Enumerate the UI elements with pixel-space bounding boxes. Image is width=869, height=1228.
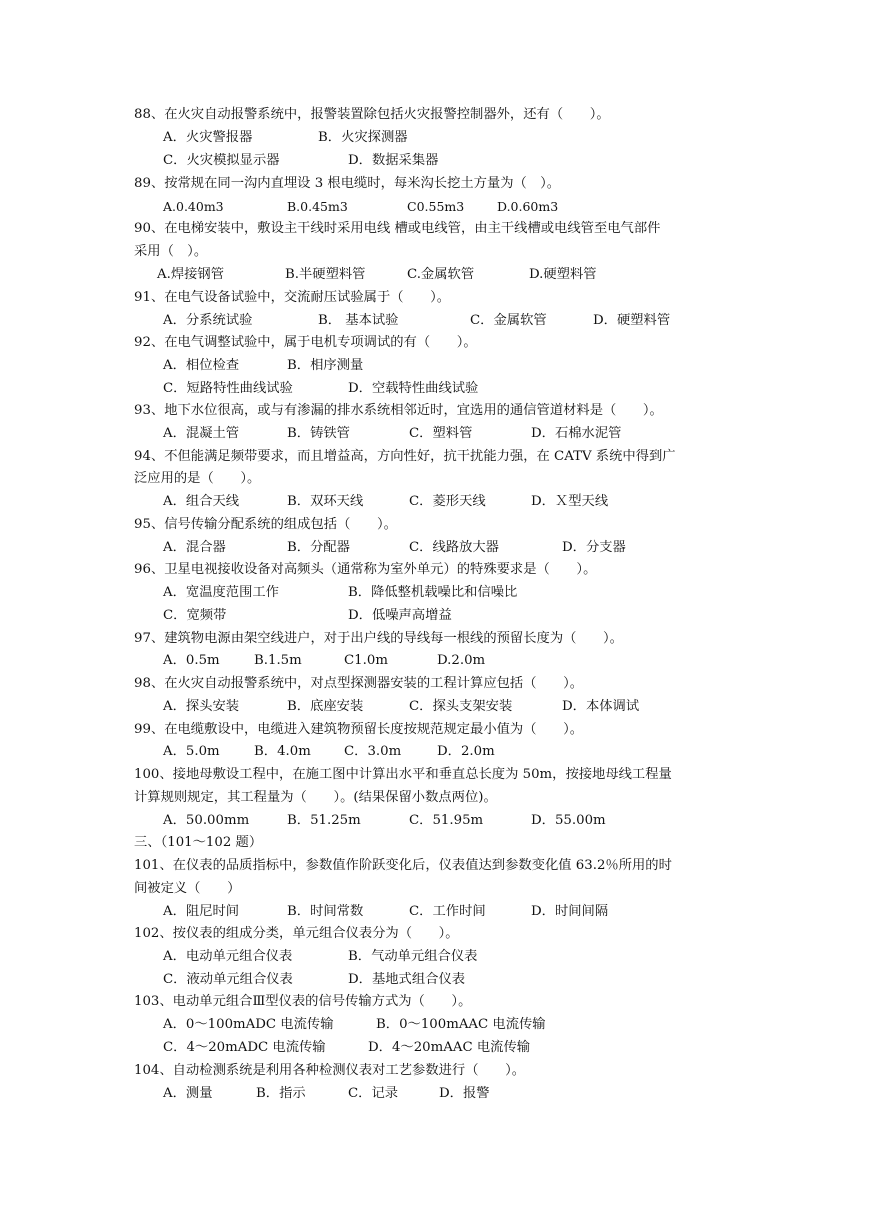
option: D．4～20mAAC 电流传输 (368, 1040, 531, 1055)
option: C．线路放大器 (409, 540, 499, 555)
option: B．双环天线 (287, 494, 364, 509)
option: A．0～100mADC 电流传输 (163, 1017, 334, 1032)
option: C．金属软管 (470, 313, 547, 328)
question-stem: 97、建筑物电源由架空线进户，对于出户线的导线每一根线的预留长度为（ ）。 (134, 631, 623, 646)
option: B.1.5m (254, 653, 302, 668)
option: B．时间常数 (287, 904, 364, 919)
question-stem: 90、在电梯安装中，敷设主干线时采用电线 槽或电线管，由主干线槽或电线管至电气部件 (134, 221, 661, 236)
question-stem: 95、信号传输分配系统的组成包括（ ）。 (134, 517, 397, 532)
question-stem: 88、在火灾自动报警系统中，报警装置除包括火灾报警控制器外，还有（ ）。 (134, 107, 610, 122)
option: A．混凝土管 (163, 426, 240, 441)
option: C．51.95m (409, 813, 484, 828)
option: C．3.0m (344, 744, 402, 759)
option: A．组合天线 (163, 494, 240, 509)
option: C．液动单元组合仪表 (163, 972, 293, 987)
option: A．火灾警报器 (163, 130, 253, 145)
option: A．50.00mm (163, 813, 250, 828)
option: C．短路特性曲线试验 (163, 381, 293, 396)
option: C．探头支架安装 (409, 699, 513, 714)
option: B.半硬塑料管 (285, 267, 366, 282)
option: D．Ｘ型天线 (531, 494, 609, 509)
option: B．指示 (256, 1086, 306, 1101)
option: D．时间间隔 (531, 904, 609, 919)
option: A．电动单元组合仪表 (163, 949, 293, 964)
option: D．分支器 (562, 540, 626, 555)
option: B．底座安装 (287, 699, 364, 714)
option: D．报警 (439, 1086, 490, 1101)
option: D.0.60m3 (497, 199, 559, 214)
option: C.金属软管 (407, 267, 475, 282)
question-stem: 93、地下水位很高，或与有渗漏的排水系统相邻近时，宜选用的通信管道材料是（ ）。 (134, 403, 663, 418)
question-stem: 96、卫星电视接收设备对高频头（通常称为室外单元）的特殊要求是（ ）。 (134, 562, 597, 577)
option: A．探头安装 (163, 699, 240, 714)
question-stem-cont: 间被定义（ ） (134, 881, 241, 896)
option: A．分系统试验 (163, 313, 253, 328)
option: B．气动单元组合仪表 (348, 949, 478, 964)
option: A．测量 (163, 1086, 213, 1101)
question-stem: 92、在电气调整试验中，属于电机专项调试的有（ ）。 (134, 335, 477, 350)
option: C．4～20mADC 电流传输 (163, 1040, 326, 1055)
question-stem-cont: 计算规则规定，其工程量为（ ）。(结果保留小数点两位)。 (134, 790, 497, 805)
question-stem: 89、按常规在同一沟内直埋设 3 根电缆时，每米沟长挖土方量为（ ）。 (134, 176, 561, 191)
option: D．55.00m (531, 813, 606, 828)
option: D.硬塑料管 (529, 267, 597, 282)
option: C．菱形天线 (409, 494, 486, 509)
option: B．铸铁管 (287, 426, 350, 441)
question-stem: 104、自动检测系统是利用各种检测仪表对工艺参数进行（ ）。 (134, 1063, 526, 1078)
option: C．火灾模拟显示器 (163, 153, 280, 168)
question-stem: 102、按仪表的组成分类，单元组合仪表分为（ ）。 (134, 926, 459, 941)
option: B．火灾探测器 (318, 130, 408, 145)
question-stem: 99、在电缆敷设中，电缆进入建筑物预留长度按规范规定最小值为（ ）。 (134, 722, 584, 737)
question-stem-cont: 采用（ ）。 (134, 244, 208, 259)
option: A.焊接钢管 (157, 267, 225, 282)
option: C．工作时间 (409, 904, 486, 919)
question-stem-cont: 泛应用的是（ ）。 (134, 471, 261, 486)
option: C．宽频带 (163, 608, 227, 623)
option: D．基地式组合仪表 (348, 972, 466, 987)
option: C0.55m3 (407, 199, 465, 214)
option: A．混合器 (163, 540, 226, 555)
option: B．4.0m (254, 744, 311, 759)
question-stem: 101、在仪表的品质指标中，参数值作阶跃变化后，仪表值达到参数变化值 63.2％所用的时 (134, 858, 672, 873)
option: A．阻尼时间 (163, 904, 240, 919)
option: A．0.5m (163, 653, 220, 668)
question-stem: 103、电动单元组合Ⅲ型仪表的信号传输方式为（ ）。 (134, 994, 472, 1009)
option: A．相位检查 (163, 358, 240, 373)
option: C．记录 (348, 1086, 399, 1101)
option: C．塑料管 (409, 426, 473, 441)
option: D．石棉水泥管 (531, 426, 622, 441)
option: B．降低整机载噪比和信噪比 (348, 585, 518, 600)
option: D．硬塑料管 (593, 313, 671, 328)
option: B．51.25m (287, 813, 361, 828)
option: D．本体调试 (562, 699, 640, 714)
option: A．宽温度范围工作 (163, 585, 279, 600)
option: B．分配器 (287, 540, 350, 555)
question-stem: 98、在火灾自动报警系统中，对点型探测器安装的工程计算应包括（ ）。 (134, 676, 584, 691)
section-heading: 三、（101～102 题） (134, 835, 263, 850)
option: D．2.0m (437, 744, 495, 759)
option: D．数据采集器 (348, 153, 439, 168)
option: B．相序测量 (287, 358, 364, 373)
question-stem: 91、在电气设备试验中，交流耐压试验属于（ ）。 (134, 290, 451, 305)
option: B．0～100mAAC 电流传输 (376, 1017, 546, 1032)
option: B.0.45m3 (287, 199, 348, 214)
option: B． 基本试验 (318, 313, 399, 328)
option: D．空载特性曲线试验 (348, 381, 479, 396)
option: D．低噪声高增益 (348, 608, 452, 623)
question-stem: 100、接地母敷设工程中，在施工图中计算出水平和垂直总长度为 50m，按接地母线工程量 (134, 767, 672, 782)
option: D.2.0m (437, 653, 486, 668)
option: C1.0m (344, 653, 388, 668)
option: A.0.40m3 (163, 199, 224, 214)
option: A．5.0m (163, 744, 220, 759)
question-stem: 94、不但能满足频带要求，而且增益高，方向性好，抗干扰能力强，在 CATV 系统中得到广 (134, 449, 676, 464)
